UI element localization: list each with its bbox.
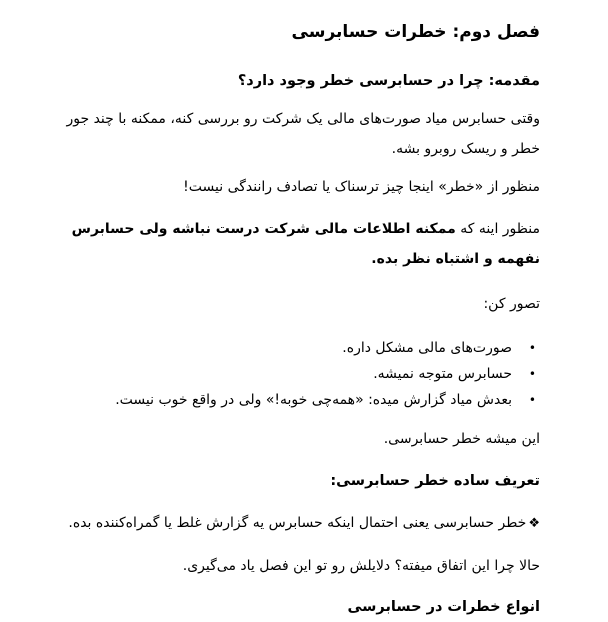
definition-paragraph xyxy=(60,508,540,539)
definition-text: خطر حسابرسی یعنی احتمال اینکه حسابرس یه گزارش غلط یا گمراه‌کننده بده. xyxy=(68,515,527,531)
intro-heading: مقدمه: چرا در حسابرسی خطر وجود دارد؟ xyxy=(237,73,540,89)
types-heading: انواع خطرات در حسابرسی xyxy=(347,599,540,615)
explanation-prefix: منظور اینه که xyxy=(455,221,540,237)
closing-line: حالا چرا این اتفاق میفته؟ دلایلش رو تو این فصل یاد می‌گیری. xyxy=(182,558,540,574)
paragraph-intro: وقتی حسابرس میاد صورت‌های مالی یک شرکت رو بررسی کنه، ممکنه با چند جور خطر و ریسک روبرو بشه. xyxy=(66,111,540,157)
explanation-bold: ممکنه اطلاعات مالی شرکت درست نباشه ولی حسابرس نفهمه و اشتباه نظر بده. xyxy=(71,221,540,267)
audit-risk-line: این میشه خطر حسابرسی. xyxy=(383,431,540,447)
list-item: • بعدش میاد گزارش میده: «همه‌چی خوبه!» ولی در واقع خوب نیست. xyxy=(60,387,512,413)
list-item: • صورت‌های مالی مشکل داره. xyxy=(60,335,512,361)
imagine-label: تصور کن: xyxy=(483,296,540,312)
definition-heading: تعریف ساده خطر حسابرسی: xyxy=(330,473,540,489)
chapter-title: فصل دوم: خطرات حسابرسی xyxy=(291,22,540,42)
paragraph-meaning-of-risk: منظور از «خطر» اینجا چیز ترسناک یا تصادف رانندگی نیست! xyxy=(183,179,540,195)
diamond-icon: ❖ xyxy=(528,516,540,531)
paragraph-explanation xyxy=(60,214,540,274)
list-item: • حسابرس متوجه نمیشه. xyxy=(60,361,512,387)
bullet-list xyxy=(60,335,540,413)
